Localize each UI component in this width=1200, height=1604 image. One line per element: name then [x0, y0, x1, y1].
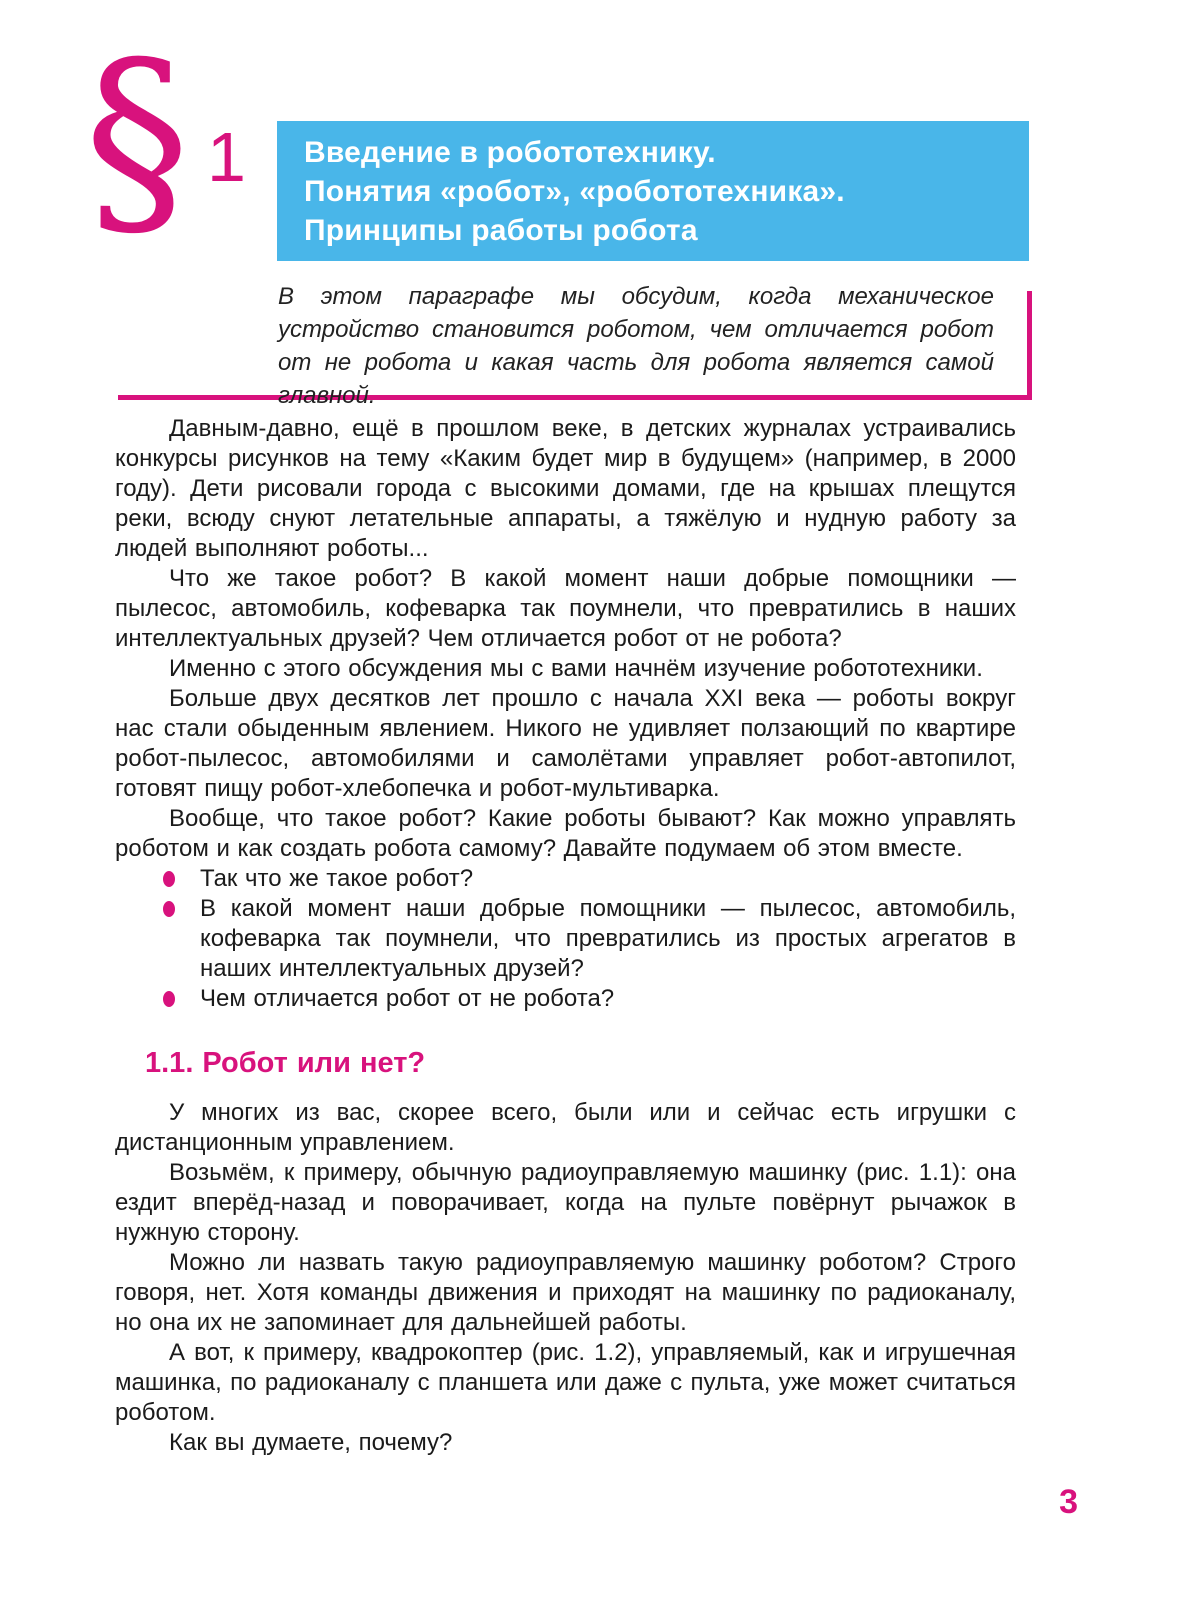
chapter-title-box: [277, 121, 1029, 261]
paragraph-section-icon: §: [84, 16, 190, 263]
paragraph: Именно с этого обсуждения мы с вами начнём изучение робототехники.: [169, 655, 983, 682]
bullet-icon: [163, 871, 175, 887]
paragraph: А вот, к примеру, квадрокоптер (рис. 1.2), управляемый, как и игрушечная машинка, по радиоканалу с планшета или даже с пульта, уже может считаться роботом.: [115, 1338, 1016, 1426]
chapter-title-line: Принципы работы робота: [304, 214, 698, 247]
question-list: [115, 864, 1016, 1014]
page-number: 3: [1059, 1483, 1078, 1521]
intro-paragraph: В этом параграфе мы обсудим, когда механическое устройство становится роботом, чем отличается робот от не робота и какая часть для робота является самой главной.: [278, 283, 994, 409]
section-number: 1: [207, 118, 246, 196]
list-item: [115, 864, 1016, 894]
list-item-text: В какой момент наши добрые помощники — пылесос, автомобиль, кофеварка так поумнели, что превратились из простых агрегатов в наших интеллектуальных друзей?: [200, 895, 1016, 982]
intro-vertical-rule: [1027, 291, 1032, 395]
paragraph: Что же такое робот? В какой момент наши добрые помощники — пылесос, автомобиль, кофеварка так поумнели, что превратились в наших интеллектуальных друзей? Чем отличается робот от не робота?: [115, 565, 1016, 652]
paragraph: Можно ли назвать такую радиоуправляемую машинку роботом? Строго говоря, нет. Хотя команды движения и приходят на машинку по радиоканалу, но она их не запоминает для дальнейшей работы.: [115, 1248, 1016, 1336]
paragraph: Вообще, что такое робот? Какие роботы бывают? Как можно управлять роботом и как создать робота самому? Давайте подумаем об этом вместе.: [115, 805, 1016, 862]
bullet-icon: [163, 901, 175, 917]
paragraph: Давным-давно, ещё в прошлом веке, в детских журналах устраивались конкурсы рисунков на тему «Каким будет мир в будущем» (например, в 2000 году). Дети рисовали города с высокими домами, где на крышах плещутся реки, всюду снуют летательные аппараты, а тяжёлую и нудную работу за людей выполняют роботы...: [115, 415, 1016, 562]
subsection-heading: 1.1. Робот или нет?: [145, 1047, 426, 1079]
chapter-title-line: Введение в робототехнику.: [304, 136, 716, 169]
list-item-text: Чем отличается робот от не робота?: [200, 985, 615, 1012]
list-item: [115, 894, 1016, 984]
list-item-text: Так что же такое робот?: [200, 865, 474, 892]
body-text: [115, 414, 1016, 1458]
paragraph: Больше двух десятков лет прошло с начала XXI века — роботы вокруг нас стали обыденным явлением. Никого не удивляет ползающий по квартире робот-пылесос, автомобилями и самолётами управляет робот-автопилот, готовят пищу робот-хлебопечка и робот-мультиварка.: [115, 685, 1016, 802]
intro-block: [118, 261, 1032, 409]
paragraph: Как вы думаете, почему?: [169, 1428, 453, 1456]
list-item: [115, 984, 1016, 1014]
chapter-title-line: Понятия «робот», «робототехника».: [304, 175, 845, 208]
paragraph: Возьмём, к примеру, обычную радиоуправляемую машинку (рис. 1.1): она ездит вперёд-назад и поворачивает, когда на пульте повёрнут рычажок в нужную сторону.: [115, 1158, 1016, 1246]
bullet-icon: [163, 991, 175, 1007]
paragraph: У многих из вас, скорее всего, были или и сейчас есть игрушки с дистанционным управлением.: [115, 1098, 1016, 1156]
